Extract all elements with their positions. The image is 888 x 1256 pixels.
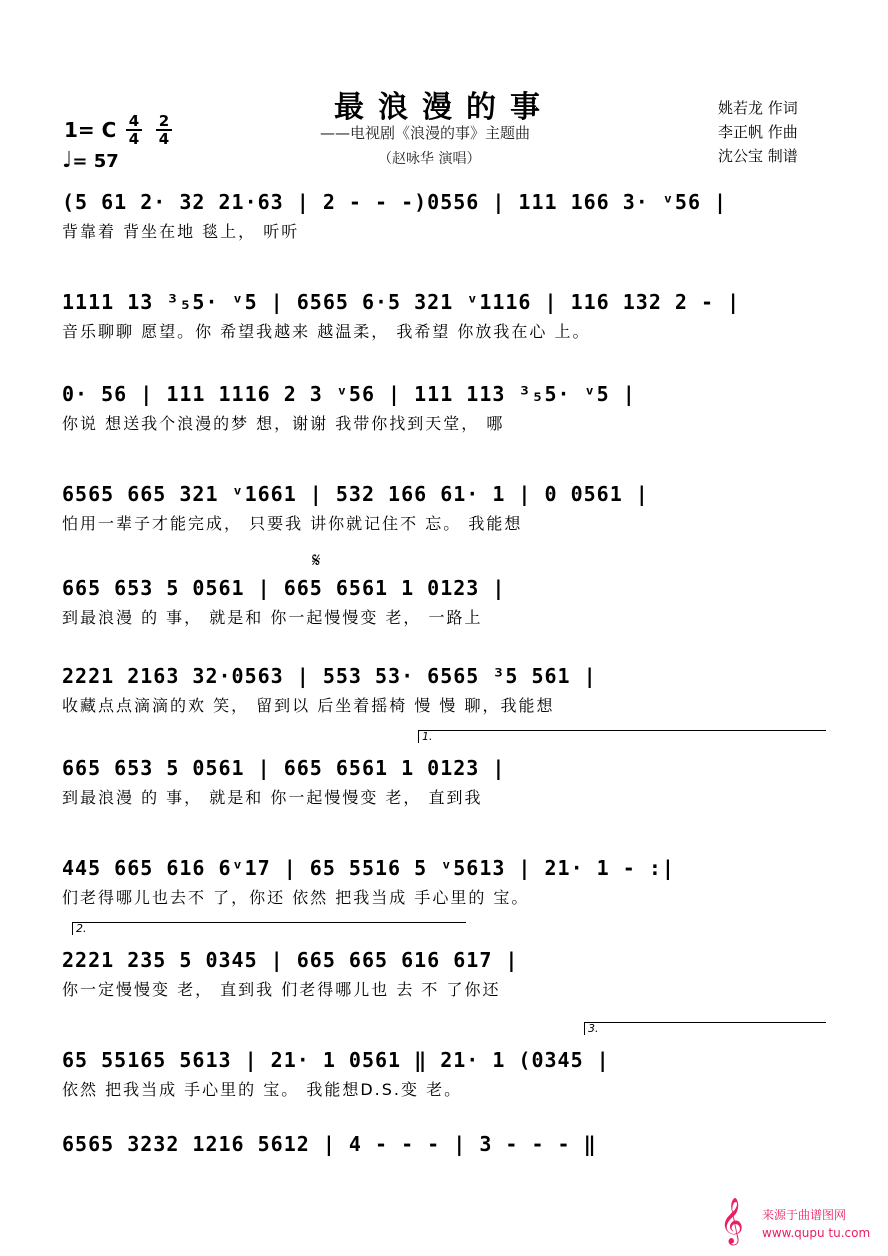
- score-system-9: [62, 948, 834, 1018]
- lyrics-line: 背靠着 背坐在地 毯上， 听听: [62, 222, 300, 241]
- notation-line: 0· 56 | 111 1116 2 3 ᵛ56 | 111 113 ³₅5· ᵛ5 |: [62, 382, 636, 406]
- score-system-2: [62, 290, 834, 360]
- volta-bracket-2: 2.: [72, 922, 466, 935]
- source-watermark: [762, 1206, 870, 1242]
- score-system-6: [62, 664, 834, 734]
- notation-line: 445 665 616 6ᵛ17 | 65 5516 5 ᵛ5613 | 21· 1 - :|: [62, 856, 675, 880]
- score-system-5: [62, 576, 834, 646]
- lyrics-line: 到最浪漫 的 事， 就是和 你一起慢慢变 老， 一路上: [62, 608, 483, 627]
- time-signature-4-4: 4 4: [126, 114, 142, 146]
- treble-clef-logo-icon: 𝄞: [720, 1198, 744, 1244]
- transcriber-credit: 沈公宝 制谱: [718, 147, 798, 165]
- score-system-1: [62, 190, 834, 260]
- segno-icon: 𝄋: [312, 548, 321, 572]
- lyrics-line: 依然 把我当成 手心里的 宝。 我能想D.S.变 老。: [62, 1080, 463, 1099]
- lyrics-line: 收藏点点滴滴的欢 笑， 留到以 后坐着摇椅 慢 慢 聊，我能想: [62, 696, 555, 715]
- time-signature-2-4: 2 4: [156, 114, 172, 146]
- lyrics-line: 怕用一辈子才能完成， 只要我 讲你就记住不 忘。 我能想: [62, 514, 523, 533]
- notation-line: 6565 3232 1216 5612 | 4 - - - | 3 - - - ‖: [62, 1132, 597, 1156]
- score-system-11: [62, 1132, 834, 1202]
- score-system-3: [62, 382, 834, 452]
- notation-line: 665 653 5 0561 | 665 6561 1 0123 |: [62, 756, 506, 780]
- score-system-4: [62, 482, 834, 552]
- key-signature: 1= C: [64, 118, 117, 142]
- tempo-marking: ♩= 57: [62, 148, 119, 173]
- score-system-7: [62, 756, 834, 826]
- notation-line: 665 653 5 0561 | 665 6561 1 0123 |: [62, 576, 506, 600]
- subtitle: ——电视剧《浪漫的事》主题曲: [320, 124, 531, 142]
- score-system-10: [62, 1048, 834, 1118]
- lyrics-line: 你说 想送我个浪漫的梦 想，谢谢 我带你找到天堂， 哪: [62, 414, 505, 433]
- lyrics-line: 到最浪漫 的 事， 就是和 你一起慢慢变 老， 直到我: [62, 788, 483, 807]
- lyricist-credit: 姚若龙 作词: [718, 99, 798, 117]
- notation-line: 2221 235 5 0345 | 665 665 616 617 |: [62, 948, 519, 972]
- composer-credit: 李正帆 作曲: [718, 123, 798, 141]
- notation-line: (5 61 2· 32 21·63 | 2 - - -)0556 | 111 166 3· ᵛ56 |: [62, 190, 728, 214]
- notation-line: 65 55165 5613 | 21· 1 0561 ‖ 21· 1 (0345 |: [62, 1048, 610, 1072]
- volta-bracket-1: 1.: [418, 730, 826, 743]
- notation-line: 6565 665 321 ᵛ1661 | 532 166 61· 1 | 0 0561 |: [62, 482, 649, 506]
- page-title: 最浪漫的事: [334, 90, 554, 125]
- source-url: www.qupu tu.com: [762, 1226, 871, 1240]
- notation-line: 1111 13 ³₅5· ᵛ5 | 6565 6·5 321 ᵛ1116 | 116 132 2 - |: [62, 290, 741, 314]
- credits-block: [718, 96, 798, 168]
- lyrics-line: 们老得哪儿也去不 了，你还 依然 把我当成 手心里的 宝。: [62, 888, 530, 907]
- volta-bracket-3: 3.: [584, 1022, 826, 1035]
- source-text: 来源于曲谱图网: [762, 1208, 847, 1222]
- singer-credit: （赵咏华 演唱）: [378, 151, 481, 167]
- lyrics-line: 你一定慢慢变 老， 直到我 们老得哪儿也 去 不 了你还: [62, 980, 501, 999]
- quarter-note-icon: ♩: [62, 148, 73, 173]
- notation-line: 2221 2163 32·0563 | 553 53· 6565 ³5 561 |: [62, 664, 597, 688]
- lyrics-line: 音乐聊聊 愿望。你 希望我越来 越温柔， 我希望 你放我在心 上。: [62, 322, 591, 341]
- score-system-8: [62, 856, 834, 926]
